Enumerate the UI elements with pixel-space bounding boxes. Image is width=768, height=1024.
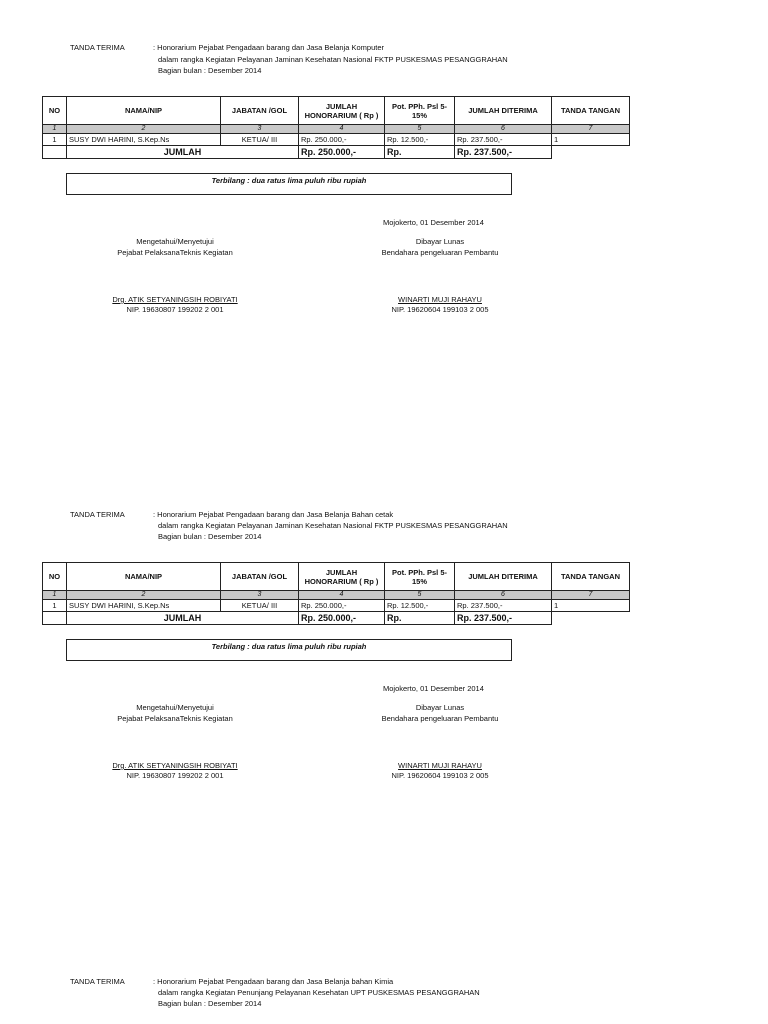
row-signature: 1: [552, 600, 630, 612]
col-num: 2: [67, 125, 221, 134]
row-name: SUSY DWI HARINI, S.Kep.Ns: [67, 600, 221, 612]
row-name: SUSY DWI HARINI, S.Kep.Ns: [67, 134, 221, 146]
header-honorarium: JUMLAH HONORARIUM ( Rp ): [299, 97, 385, 125]
left-approval-label: Mengetahui/Menyetujui: [136, 703, 214, 712]
column-number-row: [43, 591, 630, 600]
receipt-period: Bagian bulan : Desember 2014: [158, 532, 262, 541]
header-signature: TANDA TANGAN: [552, 97, 630, 125]
right-official-title: Bendahara pengeluaran Pembantu: [381, 248, 499, 257]
col-num: 7: [552, 125, 630, 134]
row-received: Rp. 237.500,-: [455, 134, 552, 146]
amount-in-words: Terbilang : dua ratus lima puluh ribu rupiah: [66, 173, 512, 195]
left-approval-label: Mengetahui/Menyetujui: [136, 237, 214, 246]
place-date: Mojokerto, 01 Desember 2014: [383, 218, 484, 227]
right-signatory-name: WINARTI MUJI RAHAYU: [398, 295, 482, 304]
left-signatory-name: Drg. ATIK SETYANINGSIH ROBIYATI: [112, 761, 238, 770]
header-no: NO: [43, 563, 67, 591]
row-position: KETUA/ III: [221, 134, 299, 146]
row-signature: 1: [552, 134, 630, 146]
table-row: [43, 600, 630, 612]
right-signatory-name: WINARTI MUJI RAHAYU: [398, 761, 482, 770]
col-num: 1: [43, 591, 67, 600]
total-tax: Rp.: [385, 612, 455, 625]
row-received: Rp. 237.500,-: [455, 600, 552, 612]
col-num: 3: [221, 591, 299, 600]
total-row: [43, 146, 630, 159]
total-received: Rp. 237.500,-: [455, 612, 552, 625]
total-honorarium: Rp. 250.000,-: [299, 146, 385, 159]
total-blank: [552, 146, 630, 159]
total-label: JUMLAH: [67, 612, 299, 625]
receipt-label: TANDA TERIMA: [70, 977, 125, 986]
total-row: [43, 612, 630, 625]
total-empty: [43, 146, 67, 159]
total-blank: [552, 612, 630, 625]
row-no: 1: [43, 134, 67, 146]
amount-in-words: Terbilang : dua ratus lima puluh ribu rupiah: [66, 639, 512, 661]
header-name: NAMA/NIP: [67, 563, 221, 591]
table-row: [43, 134, 630, 146]
header-name: NAMA/NIP: [67, 97, 221, 125]
header-no: NO: [43, 97, 67, 125]
header-honorarium: JUMLAH HONORARIUM ( Rp ): [299, 563, 385, 591]
receipt-activity: dalam rangka Kegiatan Penunjang Pelayanan Kesehatan UPT PUSKESMAS PESANGGRAHAN: [158, 988, 480, 997]
header-received: JUMLAH DITERIMA: [455, 563, 552, 591]
header-tax: Pot. PPh. Psl 5-15%: [385, 563, 455, 591]
total-tax: Rp.: [385, 146, 455, 159]
header-received: JUMLAH DITERIMA: [455, 97, 552, 125]
right-signatory-nip: NIP. 19620604 199103 2 005: [391, 305, 489, 314]
total-empty: [43, 612, 67, 625]
receipt-purpose: : Honorarium Pejabat Pengadaan barang dan Jasa Belanja Bahan cetak: [153, 510, 394, 519]
col-num: 6: [455, 591, 552, 600]
col-num: 4: [299, 591, 385, 600]
right-approval-label: Dibayar Lunas: [415, 703, 465, 712]
table-header-row: [43, 97, 630, 125]
total-label: JUMLAH: [67, 146, 299, 159]
left-signatory-nip: NIP. 19630807 199202 2 001: [126, 305, 224, 314]
col-num: 5: [385, 591, 455, 600]
header-signature: TANDA TANGAN: [552, 563, 630, 591]
col-num: 5: [385, 125, 455, 134]
total-received: Rp. 237.500,-: [455, 146, 552, 159]
left-signatory-nip: NIP. 19630807 199202 2 001: [126, 771, 224, 780]
place-date: Mojokerto, 01 Desember 2014: [383, 684, 484, 693]
col-num: 4: [299, 125, 385, 134]
receipt-period: Bagian bulan : Desember 2014: [158, 66, 262, 75]
honorarium-table: [42, 96, 630, 159]
table-header-row: [43, 563, 630, 591]
header-position: JABATAN /GOL: [221, 563, 299, 591]
header-position: JABATAN /GOL: [221, 97, 299, 125]
right-approval-label: Dibayar Lunas: [415, 237, 465, 246]
receipt-purpose: : Honorarium Pejabat Pengadaan barang dan Jasa Belanja bahan Kimia: [153, 977, 394, 986]
row-position: KETUA/ III: [221, 600, 299, 612]
col-num: 7: [552, 591, 630, 600]
receipt-activity: dalam rangka Kegiatan Pelayanan Jaminan Kesehatan Nasional FKTP PUSKESMAS PESANGGRAHAN: [158, 55, 508, 64]
total-honorarium: Rp. 250.000,-: [299, 612, 385, 625]
left-official-title: Pejabat PelaksanaTeknis Kegiatan: [117, 248, 233, 257]
receipt-label: TANDA TERIMA: [70, 510, 125, 519]
col-num: 3: [221, 125, 299, 134]
receipt-activity: dalam rangka Kegiatan Pelayanan Jaminan Kesehatan Nasional FKTP PUSKESMAS PESANGGRAHAN: [158, 521, 508, 530]
row-honorarium: Rp. 250.000,-: [299, 134, 385, 146]
right-signatory-nip: NIP. 19620604 199103 2 005: [391, 771, 489, 780]
right-official-title: Bendahara pengeluaran Pembantu: [381, 714, 499, 723]
header-tax: Pot. PPh. Psl 5-15%: [385, 97, 455, 125]
col-num: 1: [43, 125, 67, 134]
col-num: 2: [67, 591, 221, 600]
left-official-title: Pejabat PelaksanaTeknis Kegiatan: [117, 714, 233, 723]
col-num: 6: [455, 125, 552, 134]
column-number-row: [43, 125, 630, 134]
receipt-period: Bagian bulan : Desember 2014: [158, 999, 262, 1008]
receipt-purpose: : Honorarium Pejabat Pengadaan barang dan Jasa Belanja Komputer: [153, 43, 384, 52]
row-honorarium: Rp. 250.000,-: [299, 600, 385, 612]
left-signatory-name: Drg. ATIK SETYANINGSIH ROBIYATI: [112, 295, 238, 304]
receipt-label: TANDA TERIMA: [70, 43, 125, 52]
row-no: 1: [43, 600, 67, 612]
row-tax: Rp. 12.500,-: [385, 600, 455, 612]
row-tax: Rp. 12.500,-: [385, 134, 455, 146]
honorarium-table: [42, 562, 630, 625]
